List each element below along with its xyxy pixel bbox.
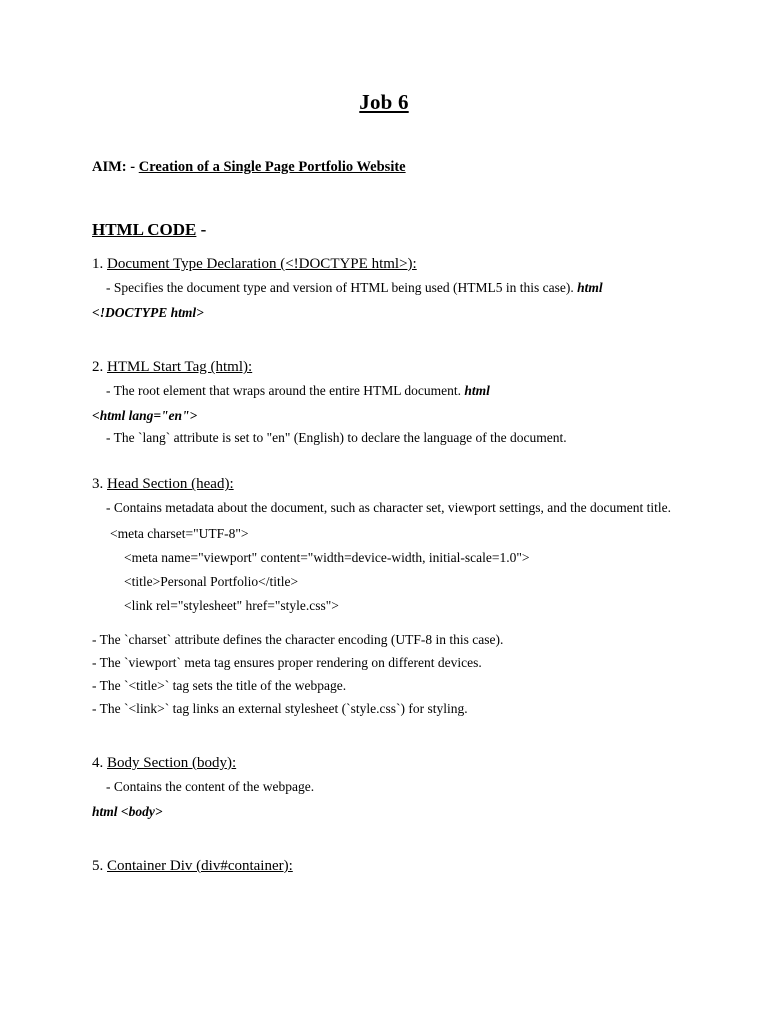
doc-item-5-heading: [92, 858, 676, 875]
section-heading-text: HTML CODE: [92, 220, 197, 239]
doc-item-4-code: html <body>: [92, 803, 163, 819]
doc-item-3-note-1: - The `charset` attribute defines the character encoding (UTF-8 in this case).: [92, 631, 504, 647]
doc-item-3-title: Head Section (head):: [107, 476, 234, 493]
doc-item-5-number: 5.: [92, 857, 104, 874]
page-title: Job 6: [359, 90, 409, 114]
doc-item-1-title: Document Type Declaration (<!DOCTYPE html>):: [107, 256, 417, 272]
doc-item-4-heading: [92, 755, 676, 772]
aim-dash: -: [130, 159, 136, 175]
doc-item-2-heading: [92, 359, 676, 376]
doc-item-2-bullet-emphasis: html: [464, 383, 490, 399]
doc-item-1: [92, 256, 676, 321]
doc-item-2-note: - The `lang` attribute is set to "en" (English) to declare the language of the document.: [106, 430, 567, 446]
doc-item-4-number: 4.: [92, 754, 104, 771]
doc-item-5: [92, 858, 676, 875]
doc-item-1-heading: [92, 256, 676, 273]
doc-item-3-note-2: - The `viewport` meta tag ensures proper rendering on different devices.: [92, 654, 482, 670]
doc-item-1-code: <!DOCTYPE html>: [92, 305, 204, 321]
doc-item-3-heading: [92, 476, 676, 493]
doc-item-5-title: Container Div (div#container):: [107, 857, 293, 874]
section-heading: [92, 220, 676, 240]
doc-item-1-bullet-emphasis: html: [577, 280, 603, 295]
doc-item-3-code-line-3: <title>Personal Portfolio</title>: [124, 573, 299, 589]
spacer: [92, 820, 676, 842]
doc-item-2: [92, 359, 676, 446]
doc-item-4-bullet: - Contains the content of the webpage.: [106, 778, 315, 794]
doc-item-2-bullet-text: - The root element that wraps around the entire HTML document.: [106, 383, 462, 399]
aim-value: Creation of a Single Page Portfolio Website: [138, 159, 406, 175]
doc-item-3-code-line-1: <meta charset="UTF-8">: [110, 525, 249, 541]
doc-item-3-bullet: - Contains metadata about the document, such as character set, viewport settings, and the document title.: [106, 500, 671, 516]
doc-item-4-title: Body Section (body):: [107, 754, 237, 771]
doc-item-1-bullet: [92, 279, 676, 297]
doc-item-3: [92, 476, 676, 716]
doc-item-3-code-line-2: <meta name="viewport" content="width=device-width, initial-scale=1.0">: [124, 549, 530, 565]
aim-line: [92, 159, 676, 176]
doc-item-3-note-4: - The `<link>` tag links an external stylesheet (`style.css`) for styling.: [92, 700, 468, 716]
spacer: [92, 446, 676, 460]
doc-item-1-bullet-text: - Specifies the document type and version of HTML being used (HTML5 in this case).: [106, 280, 574, 295]
doc-item-4: [92, 755, 676, 820]
doc-item-2-code: <html lang="en">: [92, 408, 198, 424]
section-heading-suffix: -: [200, 220, 207, 239]
spacer: [92, 717, 676, 739]
doc-item-3-notes: [92, 632, 676, 717]
doc-item-2-bullet: [92, 382, 676, 400]
doc-item-3-number: 3.: [92, 476, 104, 493]
doc-item-2-title: HTML Start Tag (html):: [107, 359, 253, 376]
aim-label: AIM:: [92, 159, 127, 175]
spacer: [92, 321, 676, 343]
doc-item-2-number: 2.: [92, 359, 104, 376]
doc-item-3-note-3: - The `<title>` tag sets the title of the webpage.: [92, 677, 347, 693]
doc-item-1-number: 1.: [92, 256, 104, 272]
doc-item-3-code-line-4: <link rel="stylesheet" href="style.css">: [124, 597, 339, 613]
